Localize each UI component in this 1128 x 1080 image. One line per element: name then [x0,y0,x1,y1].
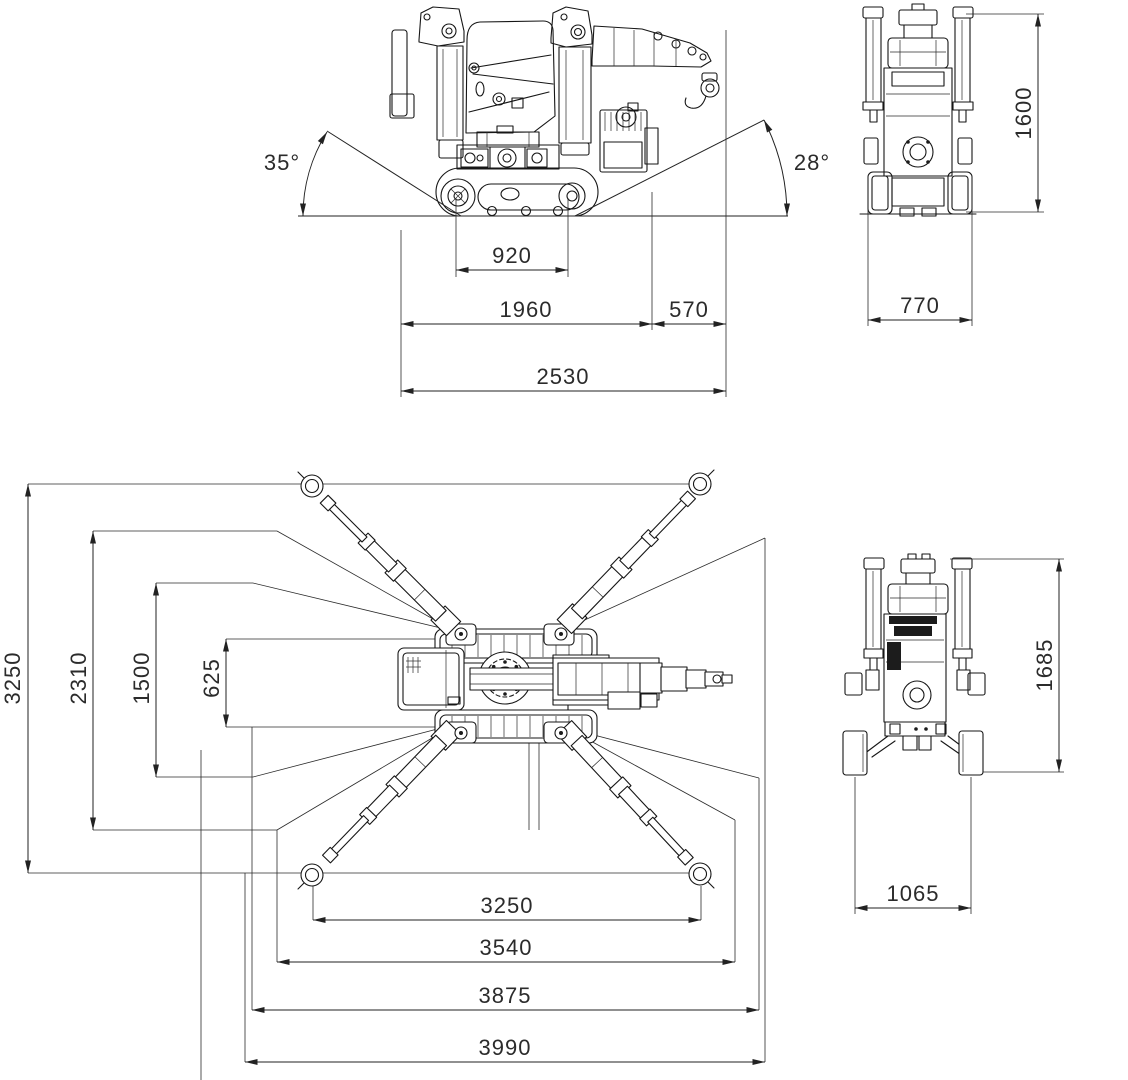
valve-block [887,642,901,670]
pivot-pin [571,25,585,39]
dim-label-3875: 3875 [478,983,532,1008]
pivot-pin [424,14,430,20]
dim-label-3250-h: 3250 [480,893,534,918]
outrigger-cylinder [955,569,970,649]
boom-tip-pin [722,675,732,683]
frame-foot [903,736,917,750]
rear-view-stowed [860,4,1044,326]
track-end-inner [952,176,968,210]
boom-edge [469,92,549,112]
side-pod [958,138,972,164]
engine-panel [604,142,642,168]
leg-cap [952,558,972,569]
sheave [688,47,696,55]
foot-detail [922,208,936,216]
dim-label-angle-left: 35° [263,150,301,175]
hook-pulley [701,79,719,97]
outrigger-leg-rear [551,7,592,47]
side-view [264,7,830,397]
winch-head [901,559,935,573]
boom-edge [473,74,553,84]
leg-rod [959,658,966,670]
boom-stack [904,25,932,38]
bolt [503,692,507,696]
leg-foot [561,143,589,155]
leg-collar [953,102,973,110]
frame-roller [532,153,542,163]
dim-label-1685: 1685 [1032,638,1057,692]
hinge-pivot [459,632,463,636]
pivot-pin [446,28,452,34]
pivot-pin [561,14,567,20]
track-roller [522,207,531,216]
winch-assembly [661,667,687,691]
folded-boom [466,21,555,133]
hook-pulley [706,84,714,92]
dim-label-1065: 1065 [886,881,940,906]
leg-cylinder [437,46,463,140]
bolt [924,727,928,731]
outrigger-strut [864,736,888,754]
angle-arc-left [303,132,327,216]
shoulder-frame [888,584,948,614]
dim-label-1500: 1500 [129,651,154,705]
outrigger-arm-front-left [317,492,461,636]
pad-pin [298,472,304,478]
dim-label-625: 625 [199,658,224,698]
dim-label-1960: 1960 [499,297,553,322]
outrigger-pad-side [843,731,867,775]
hook-carrier [705,672,723,686]
gradeability-line-left [327,131,461,216]
leg-cylinder [559,47,591,143]
dim-label-2310: 2310 [66,651,91,705]
leg-collar [863,102,883,110]
dim-label-570: 570 [669,297,709,322]
frame-panel [490,147,525,169]
leg-rod [959,110,966,122]
pivot-pin [442,24,456,38]
bolt [906,160,910,164]
dim-label-3990: 3990 [478,1035,532,1060]
winch-block [889,616,937,624]
bolt [914,727,918,731]
leg-rod [870,110,877,122]
sheave [700,54,706,60]
rear-view-deployed [843,554,1064,914]
bolt [926,140,930,144]
leg-collar [953,649,972,658]
shoulder-frame [888,38,948,68]
hinge-pivot [559,731,563,735]
outrigger-pad-side [959,731,983,775]
side-panel-box [390,94,414,118]
leg-cap [864,558,884,569]
boom-slot [476,82,484,96]
outrigger-cylinder [955,18,970,102]
boom-head [592,26,711,67]
leg-collar [864,649,883,658]
hook-carrier [686,670,706,688]
dim-label-3540: 3540 [479,935,533,960]
body-panel [892,72,944,86]
pad-pin [708,470,714,476]
leg-cap [863,7,883,18]
leg-rod [870,658,877,670]
leg-bracket [866,670,879,690]
boom-pin [497,97,502,102]
winch-knob [922,554,930,559]
track-slot [501,188,519,200]
top-view-dimensions [0,484,765,1062]
outrigger-arm-rear-left [319,720,461,866]
engine-box [641,694,657,707]
dim-label-1600: 1600 [1011,86,1036,140]
winch-assembly [640,663,662,693]
frame-roller [477,155,483,161]
dim-label-2530: 2530 [536,364,590,389]
hinge-pivot [559,632,563,636]
gradeability-line-right [575,120,764,216]
side-panel [392,30,407,116]
engine-fan [910,144,926,160]
winch-block [894,626,932,636]
track-roller [488,207,497,216]
drive-sprocket [567,191,577,201]
engine-box [608,692,640,709]
undercarriage [892,178,944,206]
outrigger-strut [872,741,895,757]
outrigger-arm-front-right [557,488,699,634]
side-pod [864,138,878,164]
frame-drum [498,149,516,167]
pivot-pin [575,29,582,36]
frame-roller [465,153,475,163]
engine-fan [903,681,931,709]
rear-deployed-machine [843,554,985,775]
pad-pin [298,883,304,889]
side-view-machine [390,7,719,216]
dim-label-angle-right: 28° [793,150,831,175]
frame-foot [919,736,931,750]
dim-label-920: 920 [492,243,532,268]
frame-drum [503,154,511,162]
track-end-inner [872,176,888,210]
engine [600,110,647,172]
bolt [906,140,910,144]
boom-edge [471,55,551,68]
leg-foot [439,140,463,158]
outrigger-cylinder [866,569,881,649]
outrigger-cylinder [866,18,881,102]
outrigger-leg-front [419,7,464,46]
track-roller [554,207,563,216]
rear-stowed-dimensions [868,14,1044,326]
side-pod [845,673,862,695]
dim-label-770: 770 [900,293,940,318]
top-view-outriggers [0,470,765,1080]
leg-cap [953,7,973,18]
angle-arc-right [764,120,787,216]
bolt [503,660,507,664]
drive-sprocket [559,183,585,209]
engine-fan [910,688,924,702]
hook [685,96,706,108]
bolt [926,160,930,164]
dim-label-3250-v: 3250 [0,651,25,705]
side-view-dimensions [264,30,830,397]
top-view-machine [298,470,732,889]
rear-stowed-machine [860,4,976,216]
frame-panel [527,149,547,167]
winch-head [899,10,937,25]
winch-knob [908,554,916,559]
boom-pin [493,93,505,105]
frame-detail [890,724,900,734]
outrigger-arm-rear-right [557,721,696,868]
boom-stack [906,573,930,584]
hinge-pivot [459,731,463,735]
foot-detail [900,208,914,216]
winch-knob [912,4,924,10]
pad-pin [708,882,714,888]
